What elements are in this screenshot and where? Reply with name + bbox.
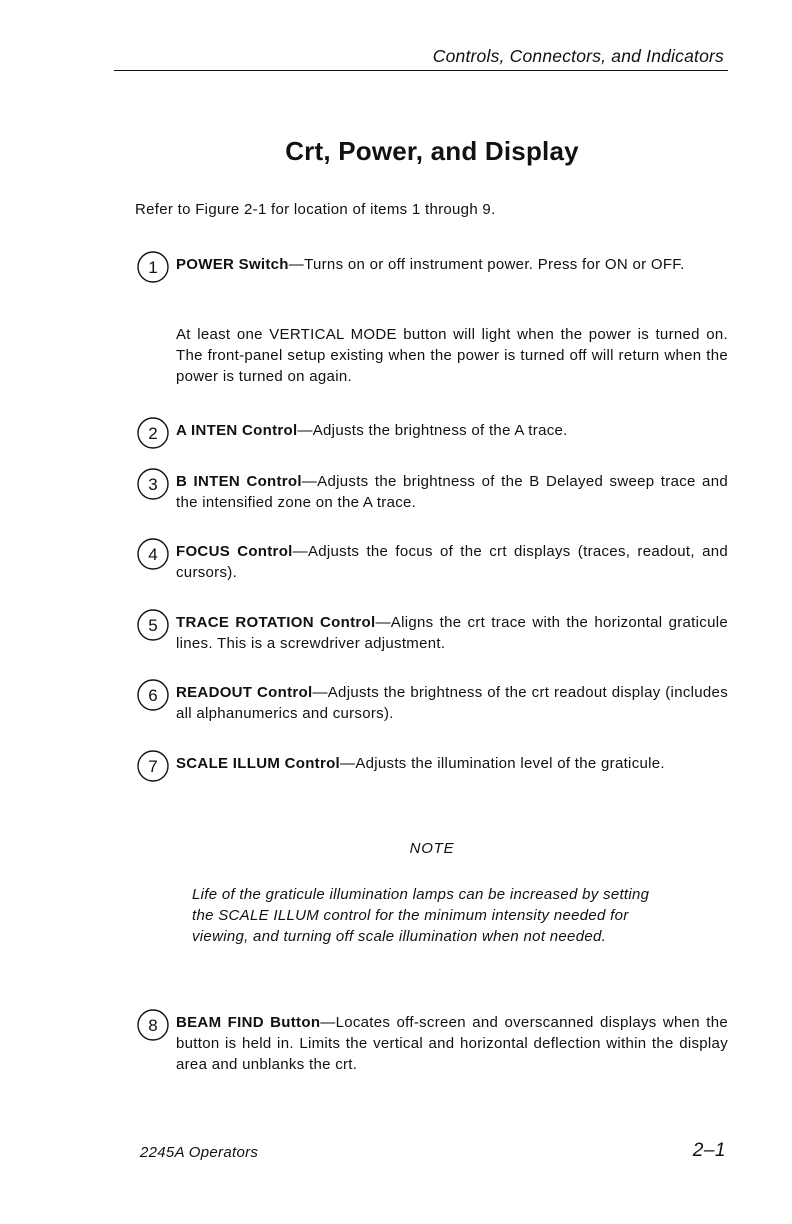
item-number-badge: [135, 606, 173, 644]
note-body: Life of the graticule illumination lamps can be increased by setting the SCALE ILLUM control for the minimum intensity needed for viewing, and turning off scale illumination when not needed.: [192, 886, 650, 945]
item-number-badge: [135, 676, 173, 714]
item-label: SCALE ILLUM Control: [176, 755, 341, 772]
item-description: —Adjusts the focus of the crt displays (traces, readout, and cursors).: [176, 543, 729, 581]
footer-page-number: 2–1: [692, 1140, 726, 1161]
item-number: 5: [148, 616, 158, 635]
item-description: —Turns on or off instrument power. Press for ON or OFF.: [288, 256, 685, 273]
item-number-badge: [135, 248, 173, 286]
item-text: [176, 420, 728, 441]
item-description: —Adjusts the brightness of the B Delayed sweep trace and the intensified zone on the A trace.: [176, 473, 728, 511]
item-description: —Adjusts the brightness of the crt readout display (includes all alphanumerics and cursors).: [176, 684, 728, 722]
item-number: 1: [148, 258, 158, 277]
item-label: B INTEN Control: [176, 473, 302, 490]
item-label: TRACE ROTATION Control: [176, 614, 376, 631]
section-title: Controls, Connectors, and Indicators: [432, 46, 724, 66]
item-label: READOUT Control: [176, 684, 313, 701]
item-number-badge: [135, 747, 173, 785]
item-number: 7: [148, 757, 158, 776]
item-label: FOCUS Control: [176, 543, 293, 560]
item-text: [176, 753, 728, 774]
item-number-badge: [135, 414, 173, 452]
item-description: —Locates off-screen and overscanned displays when the button is held in. Limits the vertical and horizontal deflection within the display area and unblanks the crt.: [176, 1014, 728, 1073]
item-1-extra-paragraph: At least one VERTICAL MODE button will light when the power is turned on. The front-panel setup existing when the power is turned off will return when the power is turned on again.: [176, 326, 728, 385]
item-number: 6: [148, 686, 158, 705]
item-number: 2: [148, 424, 158, 443]
item-text: [176, 541, 728, 583]
item-label: A INTEN Control: [176, 422, 298, 439]
item-text: [176, 1012, 728, 1075]
item-number-badge: [135, 465, 173, 503]
item-description: —Adjusts the brightness of the A trace.: [297, 422, 568, 439]
note-heading: NOTE: [409, 840, 455, 857]
item-number: 4: [148, 545, 158, 564]
item-number-badge: [135, 1006, 173, 1044]
item-label: POWER Switch: [176, 256, 289, 273]
item-description: —Adjusts the illumination level of the graticule.: [340, 755, 665, 772]
item-label: BEAM FIND Button: [176, 1014, 321, 1031]
item-description: —Aligns the crt trace with the horizontal graticule lines. This is a screwdriver adjustment.: [176, 614, 728, 652]
item-text: [176, 682, 728, 724]
item-number: 3: [148, 475, 158, 494]
item-text: [176, 254, 728, 275]
running-header: [114, 44, 728, 71]
footer-manual-name: 2245A Operators: [140, 1144, 259, 1161]
item-number: 8: [148, 1016, 158, 1035]
item-text: [176, 471, 728, 513]
item-number-badge: [135, 535, 173, 573]
item-text: [176, 612, 728, 654]
intro-text: Refer to Figure 2-1 for location of items 1 through 9.: [135, 201, 496, 218]
page-title: Crt, Power, and Display: [285, 136, 579, 166]
